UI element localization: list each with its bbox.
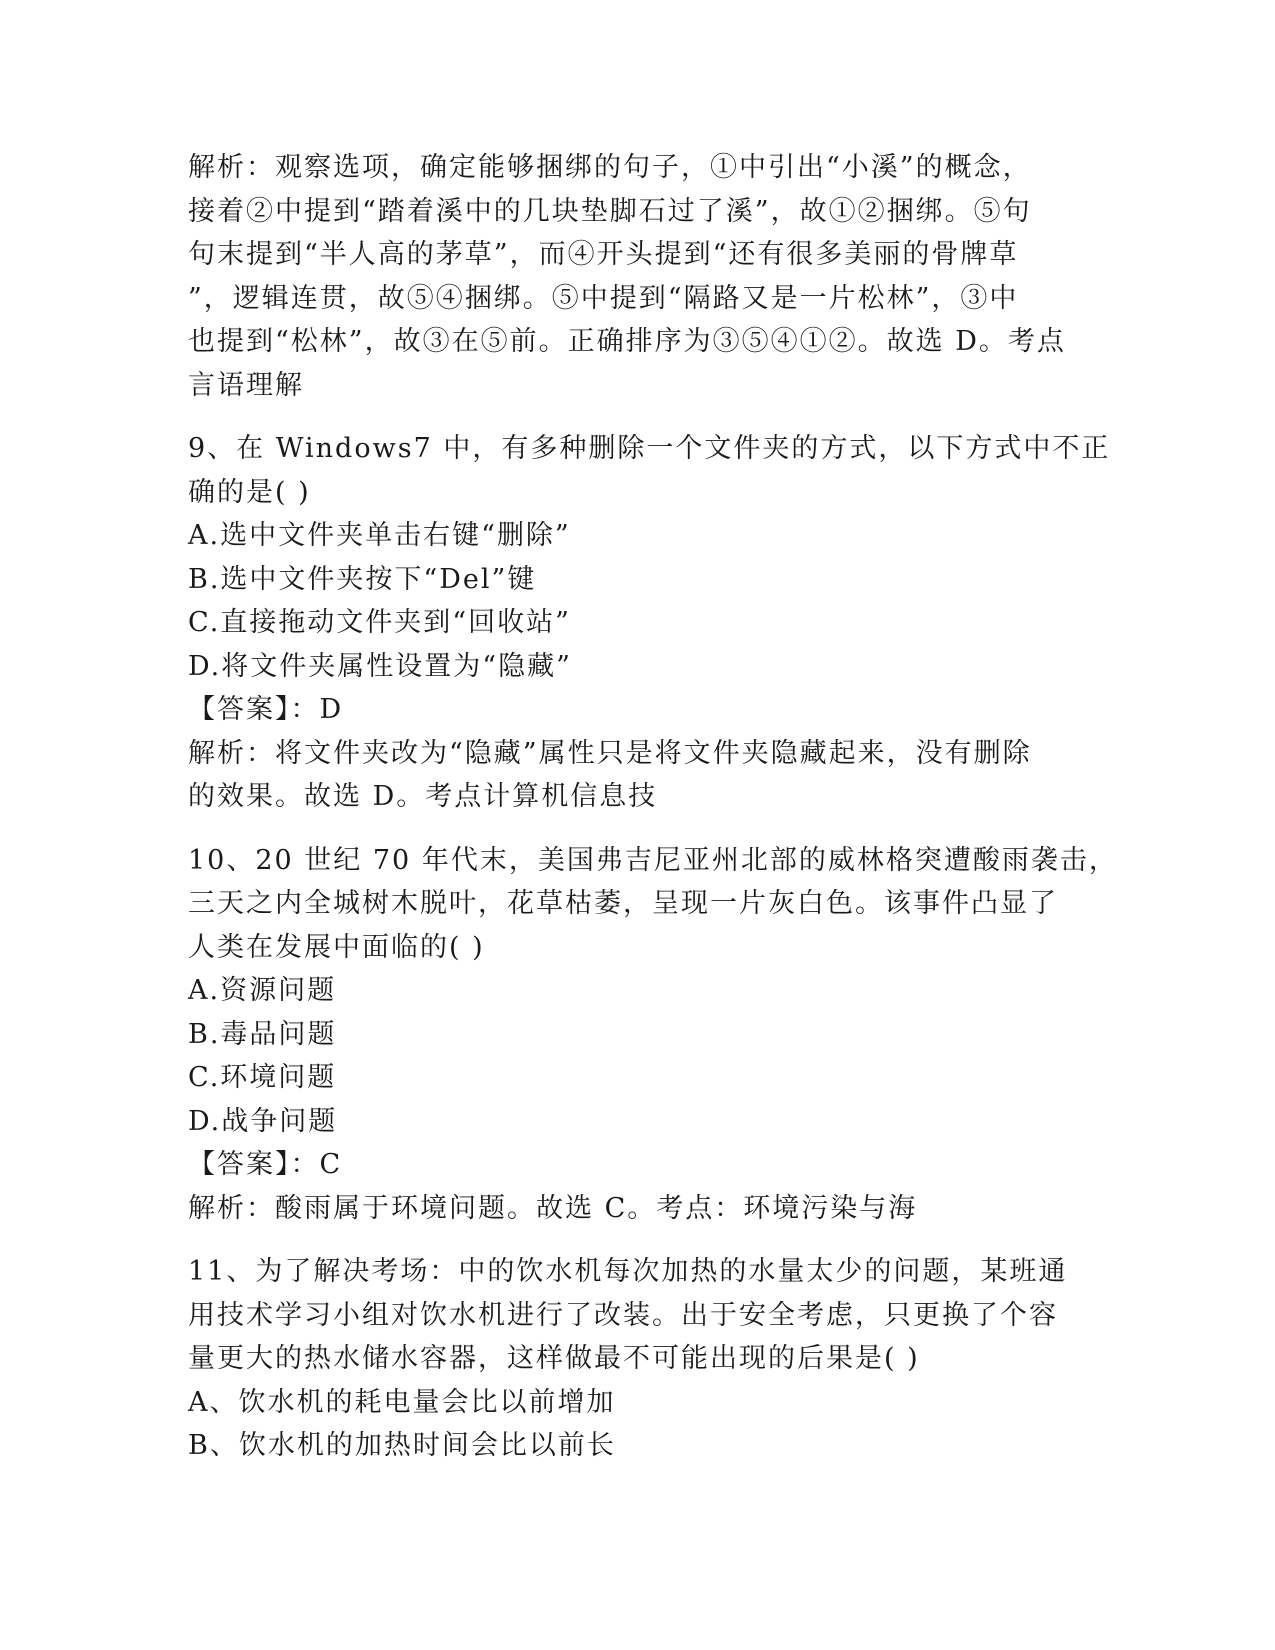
explanation-line: 句末提到“半人高的茅草”，而④开头提到“还有很多美丽的骨牌草	[188, 239, 1019, 270]
question-text: 用技术学习小组对饮水机进行了改装。出于安全考虑，只更换了个容	[188, 1299, 1058, 1331]
question-text: 三天之内全城树木脱叶，花草枯萎，呈现一片灰白色。该事件凸显了	[188, 888, 1058, 919]
question-text: 10、20 世纪 70 年代末，美国弗吉尼亚州北部的威林格突遭酸雨袭击，	[188, 844, 1118, 876]
question-11	[188, 1250, 1088, 1468]
question-text: 9、在 Windows7 中，有多种删除一个文件夹的方式，以下方式中不正	[188, 433, 1111, 464]
answer: 【答案】：D	[188, 694, 344, 725]
option-d: D.将文件夹属性设置为“隐藏”	[188, 650, 572, 682]
option-c: C.环境问题	[188, 1062, 337, 1093]
explanation-line: ”，逻辑连贯，故⑤④捆绑。⑤中提到“隔路又是一片松林”，③中	[188, 282, 1019, 314]
explanation-line: 解析：将文件夹改为“隐藏”属性只是将文件夹隐藏起来，没有删除	[188, 737, 1032, 769]
question-text: 人类在发展中面临的( )	[188, 931, 485, 963]
question-9	[188, 427, 1111, 819]
answer: 【答案】：C	[188, 1149, 343, 1180]
option-a: A.选中文件夹单击右键“删除”	[188, 520, 571, 551]
question-text: 11、为了解决考场：中的饮水机每次加热的水量太少的问题，某班通	[188, 1256, 1068, 1287]
question-text: 确的是( )	[188, 476, 311, 508]
question-10	[188, 839, 1118, 1231]
explanation-line: 接着②中提到“踏着溪中的几块垫脚石过了溪”，故①②捆绑。⑤句	[188, 195, 1032, 227]
option-a: A.资源问题	[188, 975, 337, 1006]
option-a: A、饮水机的耗电量会比以前增加	[188, 1386, 616, 1418]
explanation-line: 言语理解	[188, 369, 304, 401]
explanation-line: 解析：酸雨属于环境问题。故选 C。考点：环境污染与海	[188, 1192, 918, 1224]
explanation-line: 的效果。故选 D。考点计算机信息技	[188, 781, 658, 812]
explanation-line: 也提到“松林”，故③在⑤前。正确排序为③⑤④①②。故选 D。考点	[188, 326, 1066, 357]
question-text: 量更大的热水储水容器，这样做最不可能出现的后果是( )	[188, 1343, 920, 1374]
option-b: B、饮水机的加热时间会比以前长	[188, 1430, 616, 1461]
option-c: C.直接拖动文件夹到“回收站”	[188, 607, 571, 638]
explanation-line: 解析：观察选项，确定能够捆绑的句子，①中引出“小溪”的概念，	[188, 152, 1032, 183]
document-page	[188, 146, 1118, 1468]
option-b: B.选中文件夹按下“Del”键	[188, 563, 537, 595]
option-d: D.战争问题	[188, 1105, 338, 1137]
option-b: B.毒品问题	[188, 1018, 337, 1050]
q8-explanation	[188, 146, 1088, 407]
